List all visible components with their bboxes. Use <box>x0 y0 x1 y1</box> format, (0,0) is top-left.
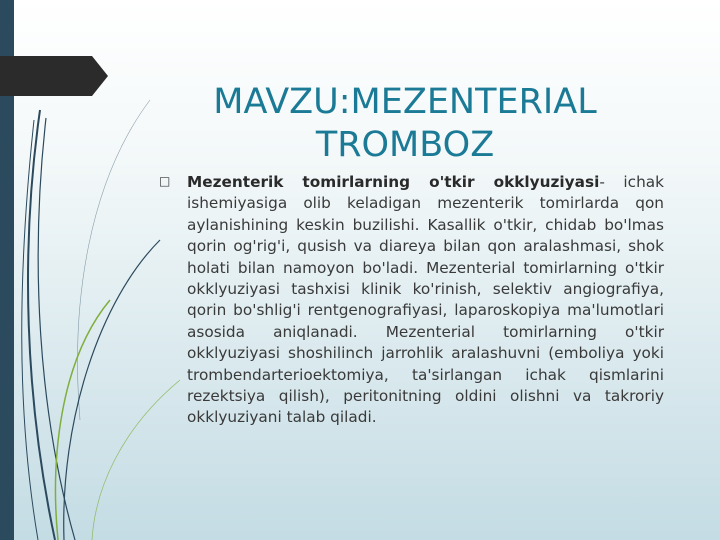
slide-body-text <box>187 172 664 429</box>
slide-title: MAVZU:MEZENTERIAL TROMBOZ <box>213 82 597 166</box>
body-bold-term: Mezenterik tomirlarning o'tkir okklyuziyasi <box>187 173 600 191</box>
title-arrow-shape <box>0 56 108 96</box>
bullet-icon: □ <box>159 174 171 188</box>
body-description: - ichak ishemiyasiga olib keladigan mezenterik tomirlarda qon aylanishining keskin buzilishi. Kasallik o'tkir, chidab bo'lmas qorin og'rig'i, qusish va diareya bilan qon aralashmasi, shok holati bilan namoyon bo'ladi. Mezenterial tomirlarning o'tkir okklyuziyasi tashxisi klinik ko'rinish, selektiv angiografiya, qorin bo'shlig'i rentgenografiyasi, laparoskopiya ma'lumotlari asosida aniqlanadi. Mezenterial tomirlarning o'tkir okklyuziyasi shoshilinch jarrohlik aralashuvni (emboliya yoki trombendarterioektomiya, ta'sirlangan ichak qismlarini rezektsiya qilish), peritonitning oldini olishni va takroriy okklyuziyani talab qiladi. <box>187 173 664 427</box>
